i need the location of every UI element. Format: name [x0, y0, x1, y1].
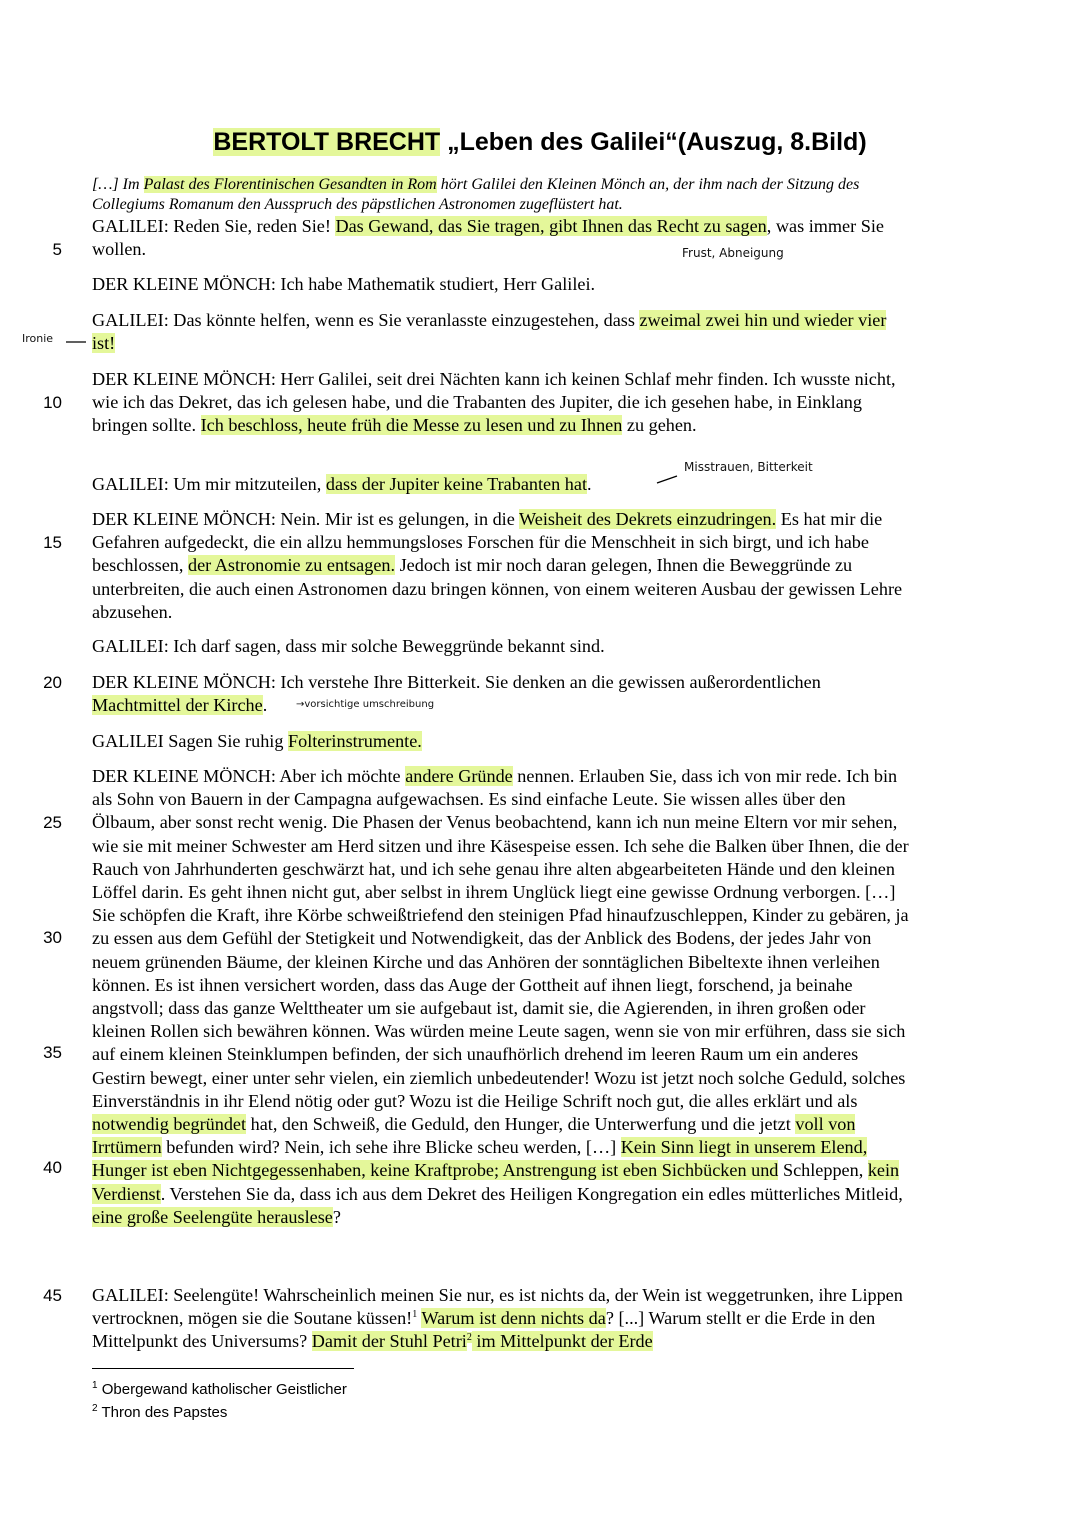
- text: GALILEI: Ich darf sagen, dass mir solche Beweggründe bekannt sind.: [92, 636, 605, 656]
- text: .: [262, 695, 268, 716]
- highlight: dass der Jupiter keine Trabanten hat: [325, 474, 587, 494]
- speech-galilei-3: [92, 473, 912, 496]
- text: DER KLEINE MÖNCH: Ich habe Mathematik studiert, Herr Galilei.: [92, 274, 596, 294]
- annotation-umschreibung: →vorsichtige umschreibung: [296, 699, 435, 710]
- text: , was immer Sie wollen.: [92, 216, 884, 260]
- highlight: Weisheit des Dekrets einzudringen.: [519, 509, 777, 529]
- text: GALILEI: Um mir mitzuteilen,: [92, 474, 326, 494]
- highlight: im Mittelpunkt der Erde: [471, 1331, 653, 1352]
- footnote-ref: 1: [412, 1309, 418, 1321]
- annotation-arrow-ironie: [64, 339, 88, 345]
- text: zu gehen.: [622, 415, 697, 436]
- line-number: 10: [43, 393, 62, 412]
- text: Es hat mir die Gefahren aufgedeckt, die ein allzu hemmungsloses Forschen für die Menschheit in sich birgt, und ich habe beschlossen,: [92, 509, 883, 576]
- annotation-frust: Frust, Abneigung: [682, 246, 784, 260]
- line-number: 25: [43, 813, 62, 832]
- text: hat, den Schweiß, die Geduld, den Hunger, die Unterwerfung und die jetzt: [246, 1114, 796, 1135]
- text: . Verstehen Sie da, dass ich aus dem Dekret des Heiligen Kongregation ein edles mütterliches Mitleid,: [160, 1183, 903, 1204]
- highlight: Palast des Florentinischen Gesandten in Rom: [143, 176, 437, 193]
- text: DER KLEINE MÖNCH: Aber ich möchte: [92, 766, 406, 786]
- highlight: eine große Seelengüte herauslese: [92, 1206, 333, 1227]
- footnote-number: 1: [92, 1380, 98, 1391]
- title-author: BERTOLT BRECHT: [213, 128, 441, 156]
- speech-galilei-6: [92, 1284, 912, 1354]
- highlight: andere Gründe: [405, 766, 513, 786]
- highlight: Machtmittel der Kirche: [92, 695, 263, 716]
- text: befunden wird? Nein, ich sehe ihre Blicke scheu werden, […]: [161, 1137, 621, 1158]
- highlight: zweimal zwei hin und wieder vier ist!: [92, 310, 887, 354]
- text: Jedoch ist mir noch daran gelegen, Ihnen die Beweggründe zu unterbreiten, die auch einen Astronomen dazu bringen können, von einem weiteren Ausbau der gewissen Lehre abzusehen.: [92, 555, 903, 622]
- title-work: „Leben des Galilei“(Auszug, 8.Bild): [440, 128, 867, 156]
- highlight: Folterinstrumente.: [287, 731, 422, 751]
- text: DER KLEINE MÖNCH: Nein. Mir ist es gelungen, in die: [92, 509, 520, 529]
- line-number: 40: [43, 1158, 62, 1177]
- annotation-misstrauen: Misstrauen, Bitterkeit: [684, 460, 813, 474]
- line-number: 45: [43, 1286, 62, 1305]
- stage-direction: [92, 175, 912, 215]
- highlight: Damit der Stuhl Petri: [311, 1331, 467, 1352]
- footnote-divider: [92, 1368, 354, 1369]
- footnote-2: [92, 1404, 227, 1421]
- highlight: Das Gewand, das Sie tragen, gibt Ihnen das Recht zu sagen: [335, 216, 767, 236]
- text: GALILEI: Das könnte helfen, wenn es Sie veranlasste einzugestehen, dass: [92, 310, 640, 330]
- speech-moench-2: [92, 368, 912, 438]
- line-number: 5: [52, 240, 62, 259]
- speech-galilei-1: [92, 215, 912, 261]
- speech-galilei-5: [92, 730, 912, 753]
- text: Schleppen,: [778, 1160, 868, 1181]
- text: GALILEI: Reden Sie, reden Sie!: [92, 216, 336, 236]
- text: ? [...] Warum stellt er die Erde in den Mittelpunkt des Universums?: [92, 1308, 876, 1352]
- text: nennen. Erlauben Sie, dass ich von mir rede. Ich bin als Sohn von Bauern in der Campagna aufgewachsen. Es sind einfache Leute. Sie wissen alles über den Ölbaum, aber sonst recht wenig. Die Phasen der Venus beobachtend, kann ich nun meine Eltern vor mir sehen, wie sie mit meiner Schwester am Herd sitzen und ihre Käsespeise essen. Ich sehe die Balken über Ihnen, die der Rauch von Jahrhunderten geschwärzt hat, und ich sehe genau ihre alten abgearbeiteten Hände und den kleinen Löffel darin. Es geht ihnen nicht gut, aber selbst in ihrem Unglück liegt eine gewisse Ordnung verborgen. […] Sie schöpfen die Kraft, ihre Körbe schweißtriefend den steinigen Pfad hinaufzuschleppen, Kinder zu gebären, ja zu essen aus dem Gefühl der Stetigkeit und Notwendigkeit, das der Anblick des Bodens, der jedes Jahr von neuem grünenden Bäume, der kleinen Kirche und das Anhören der sonntäglichen Bibeltexte ihnen verleihen können. Es ist ihnen versichert worden, dass das Auge der Gottheit auf ihnen liegt, forschend, ja beinahe angstvoll; dass das ganze Welttheater um sie aufgebaut ist, damit sie, die Agierenden, in ihren großen oder kleinen Rollen sich bewähren können. Was würden meine Leute sagen, wenn sie von mir erführen, dass sie sich auf einem kleinen Steinklumpen befinden, der sich unaufhörlich drehend im leeren Raum um ein anderes Gestirn bewegt, einer unter sehr vielen, ein ziemlich unbedeutender! Wozu ist jetzt noch solche Geduld, solches Einverständnis in ihr Elend nötig oder gut? Wozu ist die Heilige Schrift noch gut, die alles erklärt und als: [92, 766, 909, 1111]
- footnote-text: Obergewand katholischer Geistlicher: [101, 1381, 347, 1398]
- text: DER KLEINE MÖNCH: Herr Galilei, seit drei Nächten kann ich keinen Schlaf mehr finden. Ich wusste nicht, wie ich das Dekret, das ich gelesen habe, und die Trabanten des Jupiter, die ich gesehen habe, in Einklang bringen sollte.: [92, 369, 896, 436]
- highlight: notwendig begründet: [92, 1114, 247, 1135]
- text: .: [587, 474, 592, 494]
- annotation-ironie: Ironie: [22, 332, 54, 345]
- line-number: 30: [43, 928, 62, 947]
- line-number: 35: [43, 1043, 62, 1062]
- speech-galilei-2: [92, 309, 912, 355]
- line-number: 20: [43, 673, 62, 692]
- page-title: [0, 128, 1080, 157]
- highlight: Warum ist denn nichts da: [421, 1308, 606, 1329]
- footnote-text: Thron des Papstes: [101, 1404, 228, 1421]
- text: […] Im: [92, 176, 144, 193]
- line-number: 15: [43, 533, 62, 552]
- text: GALILEI: Seelengüte! Wahrscheinlich meinen Sie nur, es ist nichts da, der Wein ist weggetrunken, ihre Lippen vertrocknen, mögen sie die Soutane küssen!: [92, 1285, 903, 1329]
- text: GALILEI Sagen Sie ruhig: [92, 731, 288, 751]
- text: hört Galilei den Kleinen Mönch an, der ihm nach der Sitzung des Collegiums Romanum den Ausspruch des päpstlichen Astronomen zugeflüstert hat.: [92, 176, 860, 213]
- text: DER KLEINE MÖNCH: Ich verstehe Ihre Bitterkeit. Sie denken an die gewissen außerordentlichen: [92, 672, 821, 692]
- highlight: kein Verdienst: [92, 1160, 900, 1204]
- highlight: Kein Sinn liegt in unserem Elend, Hunger ist eben Nichtgegessenhaben, keine Kraftprobe; Anstrengung ist eben Sichbücken und: [92, 1137, 868, 1181]
- speech-galilei-4: [92, 635, 912, 658]
- speech-moench-5: [92, 765, 912, 1229]
- highlight: der Astronomie zu entsagen.: [187, 555, 396, 576]
- footnote-number: 2: [92, 1403, 98, 1414]
- speech-moench-1: [92, 273, 912, 296]
- highlight: voll von Irrtümern: [92, 1114, 856, 1158]
- speech-moench-3: [92, 508, 912, 624]
- speech-moench-4: [92, 671, 912, 717]
- footnote-ref: 2: [466, 1332, 472, 1344]
- highlight: Ich beschloss, heute früh die Messe zu lesen und zu Ihnen: [200, 415, 623, 436]
- text: ?: [332, 1206, 341, 1227]
- footnote-1: [92, 1381, 347, 1398]
